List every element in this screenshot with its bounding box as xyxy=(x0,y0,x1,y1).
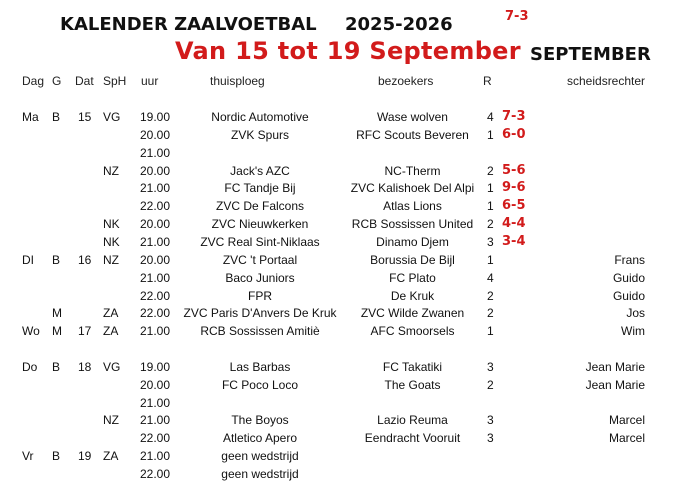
table-row xyxy=(0,449,681,466)
table-row xyxy=(0,217,681,234)
table-row xyxy=(0,110,681,127)
away-team: Dinamo Djem xyxy=(376,234,449,249)
table-row xyxy=(0,289,681,306)
away-team: ZVC Kalishoek Del Alpi xyxy=(350,181,475,196)
group-cell: B xyxy=(52,252,61,267)
away-team: RCB Sossissen United xyxy=(351,217,474,232)
home-team: Atletico Apero xyxy=(222,431,298,446)
time-cell: 21.00 xyxy=(140,413,171,428)
r-cell: 2 xyxy=(487,377,494,392)
table-row xyxy=(0,342,681,359)
table-row xyxy=(0,413,681,430)
group-cell: B xyxy=(52,359,61,374)
time-cell: 21.00 xyxy=(140,181,171,196)
home-team: ZVK Spurs xyxy=(230,127,290,142)
away-team: NC-Therm xyxy=(384,163,441,178)
home-team: FPR xyxy=(248,288,272,303)
col-referee: scheidsrechter xyxy=(567,74,646,88)
home-team: ZVC Paris D'Anvers De Kruk xyxy=(183,306,337,321)
day-cell: DI xyxy=(22,252,34,267)
referee-cell: Frans xyxy=(614,252,645,267)
home-team: Nordic Automotive xyxy=(211,110,309,124)
away-team: ZVC Wilde Zwanen xyxy=(360,306,465,321)
venue-cell: NZ xyxy=(103,413,119,428)
away-team: Lazio Reuma xyxy=(377,413,448,428)
time-cell: 22.00 xyxy=(140,306,171,321)
time-cell: 21.00 xyxy=(140,270,171,285)
table-row xyxy=(0,431,681,448)
venue-cell: ZA xyxy=(103,324,119,339)
time-cell: 19.00 xyxy=(140,110,171,124)
home-team: geen wedstrijd xyxy=(221,467,299,481)
time-cell: 20.00 xyxy=(140,163,171,178)
table-row xyxy=(0,164,681,181)
r-cell: 4 xyxy=(487,110,494,124)
home-team: geen wedstrijd xyxy=(221,449,299,464)
match-result: 5-6 xyxy=(502,162,526,178)
time-cell: 21.00 xyxy=(140,395,171,410)
away-team: AFC Smoorsels xyxy=(370,324,455,339)
match-result: 6-5 xyxy=(502,198,526,214)
r-cell: 3 xyxy=(487,413,494,428)
venue-cell: NZ xyxy=(103,252,119,267)
col-g: G xyxy=(52,74,62,88)
table-row xyxy=(0,181,681,198)
time-cell: 21.00 xyxy=(140,145,171,160)
day-cell: Do xyxy=(22,359,38,374)
home-team: ZVC Real Sint-Niklaas xyxy=(200,234,320,249)
col-r: R xyxy=(483,74,492,88)
table-row xyxy=(0,360,681,377)
time-cell: 21.00 xyxy=(140,234,171,249)
group-cell: M xyxy=(52,324,62,339)
venue-cell: VG xyxy=(103,359,121,374)
date-cell: 18 xyxy=(78,359,92,374)
match-result: 3-4 xyxy=(502,233,526,249)
corner-score: 7-3 xyxy=(505,9,529,24)
time-cell: 21.00 xyxy=(140,324,171,339)
time-cell: 22.00 xyxy=(140,288,171,303)
r-cell: 2 xyxy=(487,288,494,303)
r-cell: 1 xyxy=(487,324,494,339)
referee-cell: Jean Marie xyxy=(585,377,645,392)
time-cell: 21.00 xyxy=(140,449,171,464)
referee-cell: Wim xyxy=(621,324,645,339)
r-cell: 2 xyxy=(487,163,494,178)
home-team: Baco Juniors xyxy=(225,270,295,285)
away-team: Eendracht Vooruit xyxy=(364,431,461,446)
table-row xyxy=(0,146,681,163)
referee-cell: Marcel xyxy=(608,431,645,446)
away-team: FC Takatiki xyxy=(382,359,443,374)
table-row xyxy=(0,271,681,288)
time-cell: 20.00 xyxy=(140,217,171,232)
table-row xyxy=(0,324,681,341)
home-team: Jack's AZC xyxy=(230,163,290,178)
venue-cell: NZ xyxy=(103,163,119,178)
time-cell: 20.00 xyxy=(140,252,171,267)
referee-cell: Jos xyxy=(626,306,645,321)
table-row xyxy=(0,199,681,216)
home-team: The Boyos xyxy=(231,413,289,428)
referee-cell: Marcel xyxy=(608,413,645,428)
col-away: bezoekers xyxy=(378,74,434,88)
time-cell: 22.00 xyxy=(140,199,171,214)
match-result: 7-3 xyxy=(502,109,526,124)
r-cell: 3 xyxy=(487,359,494,374)
group-cell: B xyxy=(52,449,61,464)
r-cell: 2 xyxy=(487,306,494,321)
time-cell: 20.00 xyxy=(140,377,171,392)
away-team: RFC Scouts Beveren xyxy=(356,127,469,142)
date-cell: 15 xyxy=(78,110,92,124)
match-result: 9-6 xyxy=(502,180,526,196)
home-team: ZVC 't Portaal xyxy=(222,252,298,267)
table-row xyxy=(0,306,681,323)
time-cell: 22.00 xyxy=(140,431,171,446)
table-row xyxy=(0,378,681,395)
col-venue: SpH xyxy=(103,74,127,88)
home-team: Las Barbas xyxy=(229,359,291,374)
referee-cell: Jean Marie xyxy=(585,359,645,374)
venue-cell: NK xyxy=(103,217,120,232)
venue-cell: VG xyxy=(103,110,121,124)
table-row xyxy=(0,396,681,413)
away-team: Borussia De Bijl xyxy=(370,252,455,267)
r-cell: 1 xyxy=(487,252,494,267)
table-row xyxy=(0,128,681,145)
date-cell: 17 xyxy=(78,324,92,339)
match-result: 6-0 xyxy=(502,126,526,142)
group-cell: B xyxy=(52,110,61,124)
away-team: De Kruk xyxy=(390,288,435,303)
referee-cell: Guido xyxy=(612,288,645,303)
r-cell: 1 xyxy=(487,127,494,142)
calendar-title: KALENDER ZAALVOETBAL xyxy=(60,14,317,35)
r-cell: 2 xyxy=(487,217,494,232)
r-cell: 3 xyxy=(487,234,494,249)
away-team: The Goats xyxy=(384,377,441,392)
col-home: thuisploeg xyxy=(210,74,265,88)
time-cell: 20.00 xyxy=(140,127,171,142)
r-cell: 3 xyxy=(487,431,494,446)
col-day: Dag xyxy=(22,74,45,88)
home-team: FC Tandje Bij xyxy=(224,181,296,196)
home-team: RCB Sossissen Amitiè xyxy=(200,324,320,339)
table-row xyxy=(0,467,681,484)
r-cell: 1 xyxy=(487,199,494,214)
day-cell: Vr xyxy=(22,449,34,464)
table-row xyxy=(0,235,681,252)
date-cell: 19 xyxy=(78,449,92,464)
group-cell: M xyxy=(52,306,62,321)
day-cell: Wo xyxy=(22,324,40,339)
venue-cell: NK xyxy=(103,234,120,249)
away-team: Wase wolven xyxy=(377,110,448,124)
home-team: ZVC Nieuwkerken xyxy=(211,217,309,232)
date-cell: 16 xyxy=(78,252,92,267)
r-cell: 4 xyxy=(487,270,494,285)
col-time: uur xyxy=(141,74,159,88)
day-cell: Ma xyxy=(22,110,39,124)
venue-cell: ZA xyxy=(103,306,119,321)
away-team: FC Plato xyxy=(389,270,436,285)
referee-cell: Guido xyxy=(612,270,645,285)
week-subtitle: Van 15 tot 19 September xyxy=(175,37,521,65)
time-cell: 19.00 xyxy=(140,359,171,374)
home-team: ZVC De Falcons xyxy=(215,199,305,214)
r-cell: 1 xyxy=(487,181,494,196)
home-team: FC Poco Loco xyxy=(221,377,299,392)
table-row xyxy=(0,253,681,270)
venue-cell: ZA xyxy=(103,449,119,464)
col-date: Dat xyxy=(75,74,94,88)
time-cell: 22.00 xyxy=(140,467,171,481)
season-label: 2025-2026 xyxy=(345,14,453,35)
match-result: 4-4 xyxy=(502,216,526,232)
month-label: SEPTEMBER xyxy=(530,44,651,65)
away-team: Atlas Lions xyxy=(383,199,442,214)
